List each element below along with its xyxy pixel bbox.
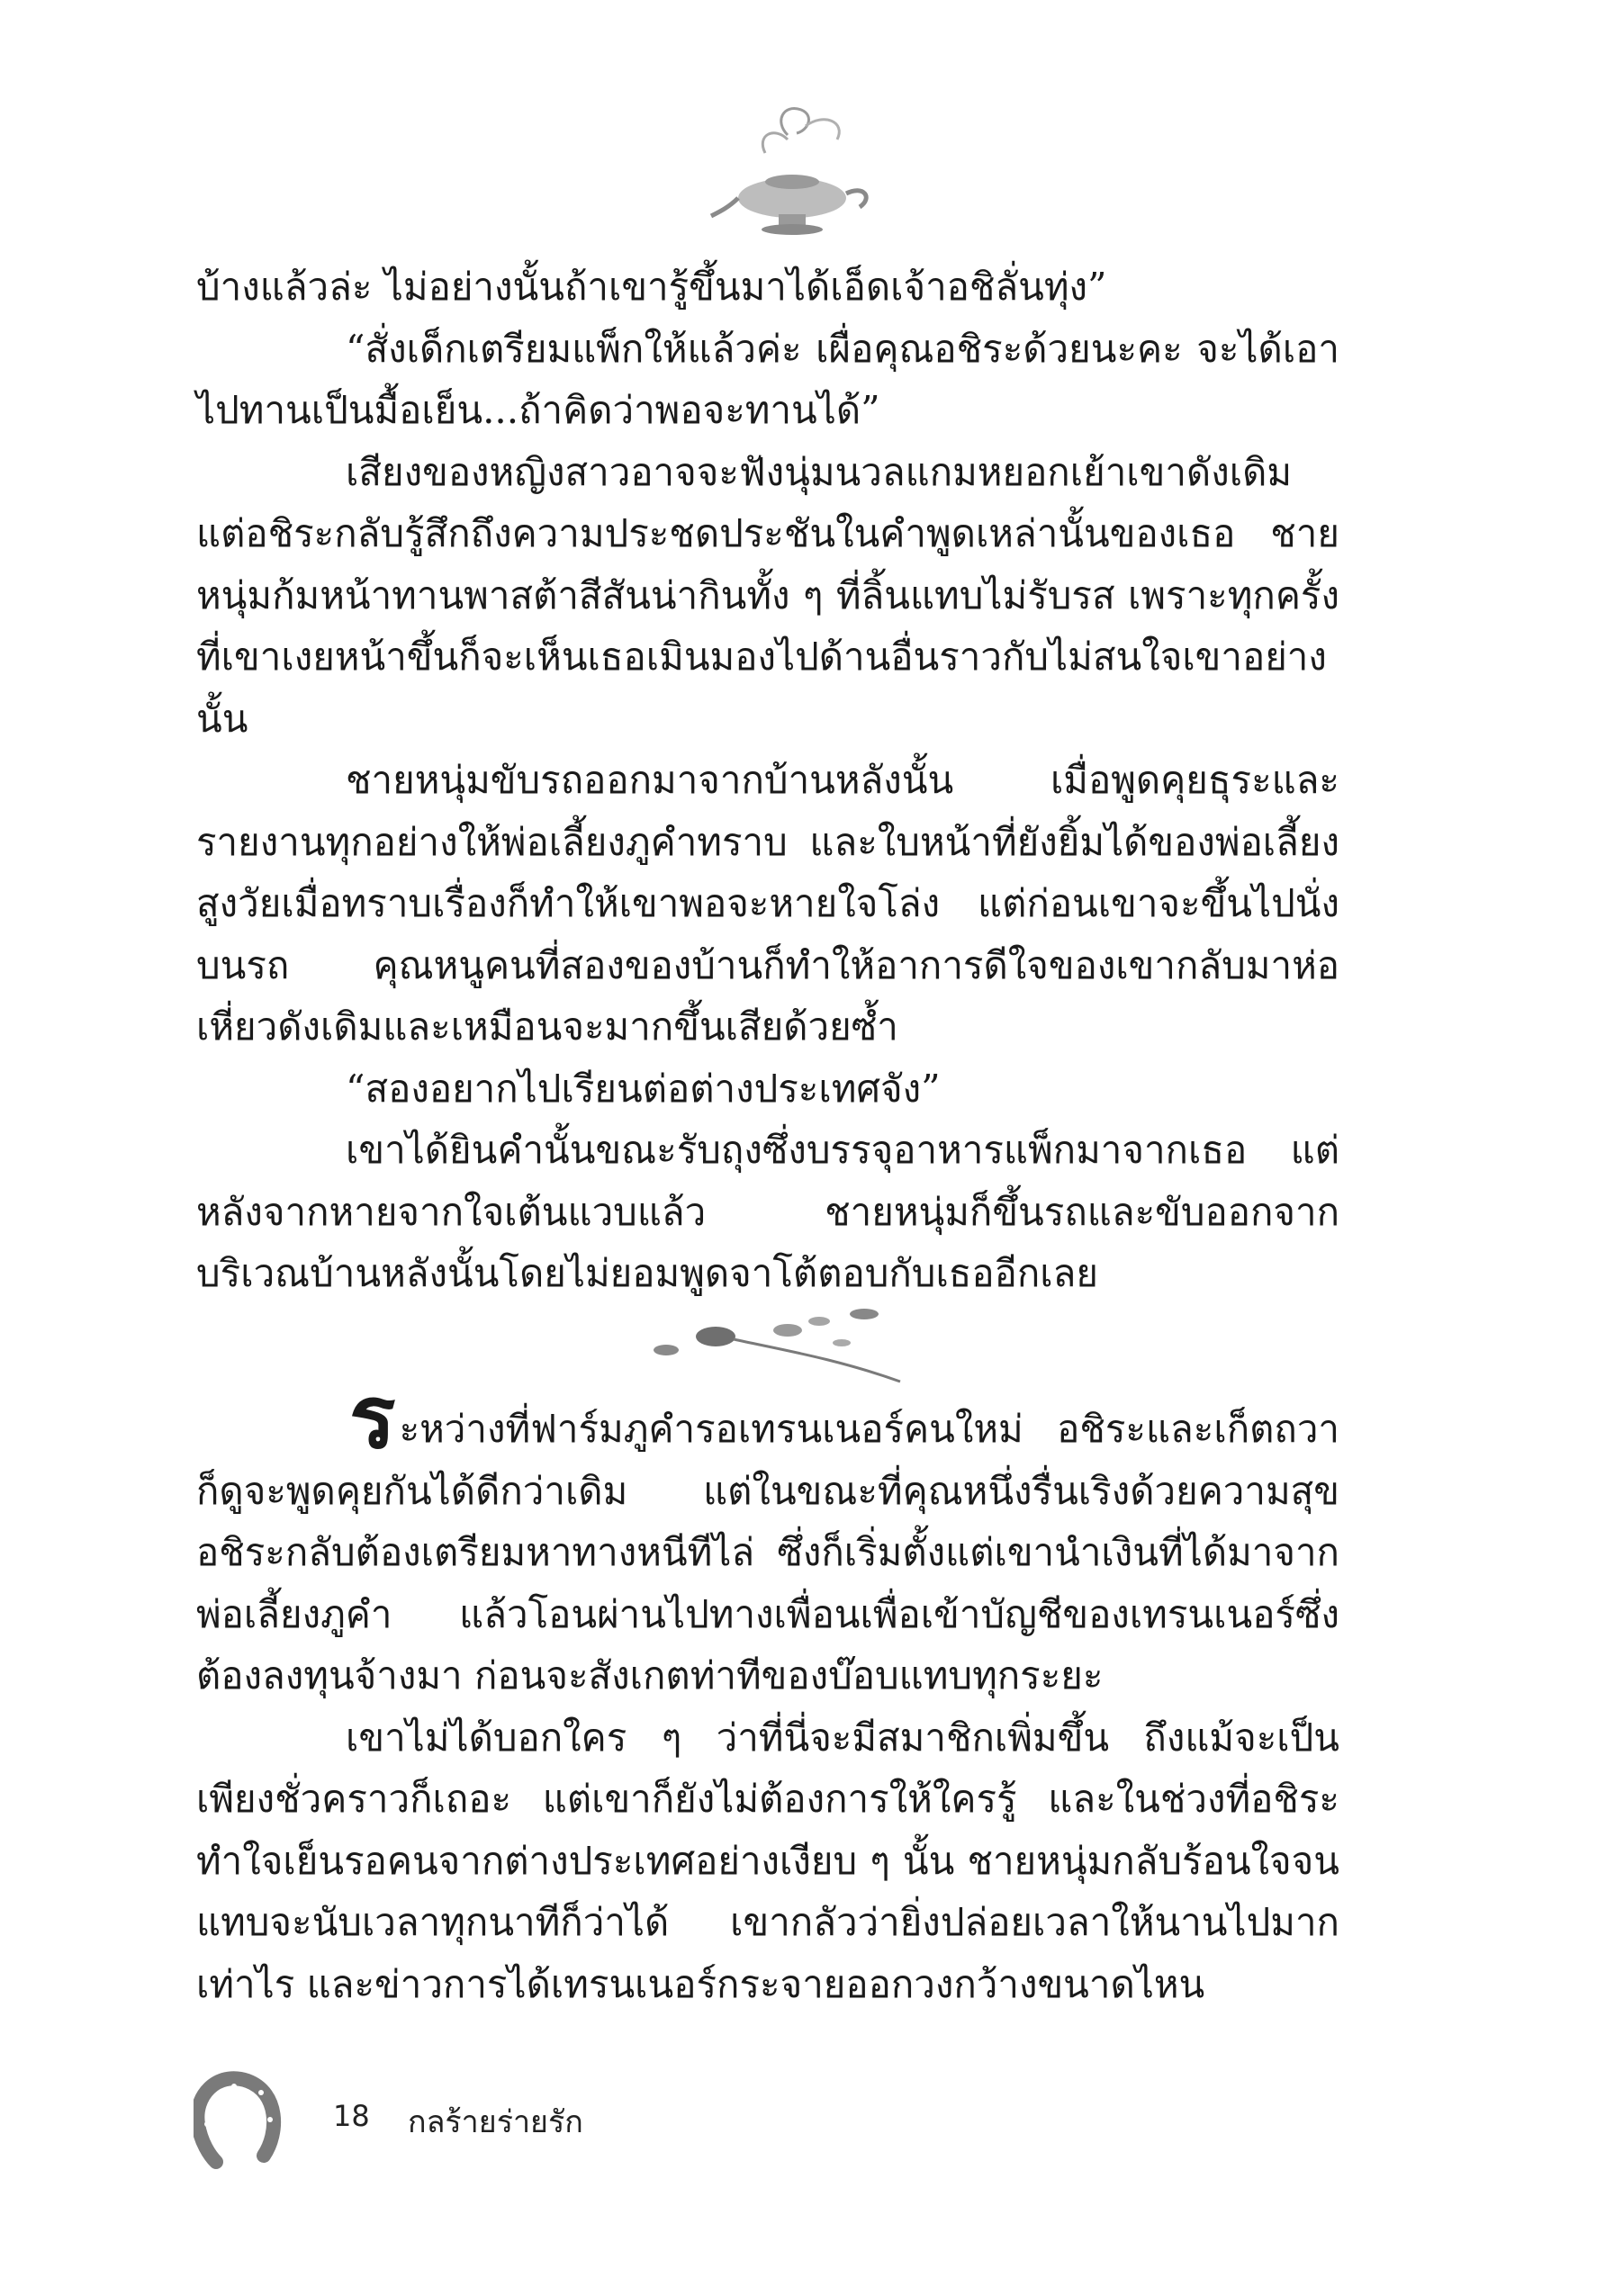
paragraph-6: เขาได้ยินคำนั้นขณะรับถุงซึ่งบรรจุอาหารแพ็กมาจากเธอ แต่หลังจากหายจากใจเต้นแวบแล้ว ชายหนุ่มก็ขึ้นรถและขับออกจากบริเวณบ้านหลังนั้นโดยไม่ยอมพูดจาโต้ตอบกับเธออีกเลย bbox=[196, 1128, 1339, 1295]
page-footer bbox=[194, 2070, 824, 2169]
paragraph-1: บ้างแล้วล่ะ ไม่อย่างนั้นถ้าเขารู้ขึ้นมาได้เอ็ดเจ้าอชิลั่นทุ่ง” bbox=[196, 265, 1107, 309]
paragraph-3: เสียงของหญิงสาวอาจจะฟังนุ่มนวลแกมหยอกเย้าเขาดังเดิม แต่อชิระกลับรู้สึกถึงความประชดประชันในคำพูดเหล่านั้นของเธอ ชายหนุ่มก้มหน้าทานพาสต้าสีสันน่ากินทั้ง ๆ ที่ลิ้นแทบไม่รับรส เพราะทุกครั้งที่เขาเงยหน้าขึ้นก็จะเห็นเธอเมินมองไปด้านอื่นราวกับไม่สนใจเขาอย่างนั้น bbox=[196, 449, 1339, 741]
paragraph-8: เขาไม่ได้บอกใคร ๆ ว่าที่นี่จะมีสมาชิกเพิ่มขึ้น ถึงแม้จะเป็นเพียงชั่วคราวก็เถอะ แต่เขาก็ยังไม่ต้องการให้ใครรู้ และในช่วงที่อชิระทำใจเย็นรอคนจากต่างประเทศอย่างเงียบ ๆ นั้น ชายหนุ่มกลับร้อนใจจนแทบจะนับเวลาทุกนาทีก็ว่าได้ เขากลัวว่ายิ่งปล่อยเวลาให้นานไปมากเท่าไร และข่าวการได้เทรนเนอร์กระจายออกวงกว้างขนาดไหน bbox=[196, 1715, 1339, 2006]
section-1 bbox=[196, 257, 1339, 1305]
book-title: กลร้ายร่ายรัก bbox=[408, 2104, 583, 2140]
paragraph-7-text: ะหว่างที่ฟาร์มภูคำรอเทรนเนอร์คนใหม่ อชิระและเก็ตถวาก็ดูจะพูดคุยกันได้ดีกว่าเดิม แต่ในขณะที่คุณหนึ่งรื่นเริงด้วยความสุข อชิระกลับต้องเตรียมหาทางหนีทีไล่ ซึ่งก็เริ่มตั้งแต่เขานำเงินที่ได้มาจากพ่อเลี้ยงภูคำ แล้วโอนผ่านไปทางเพื่อนเพื่อเข้าบัญชีของเทรนเนอร์ซึ่งต้องลงทุนจ้างมา ก่อนจะสังเกตท่าทีของบ๊อบแทบทุกระยะ bbox=[196, 1407, 1339, 1697]
paragraph-4: ชายหนุ่มขับรถออกมาจากบ้านหลังนั้น เมื่อพูดคุยธุระและรายงานทุกอย่างให้พ่อเลี้ยงภูคำทราบ และใบหน้าที่ยังยิ้มได้ของพ่อเลี้ยงสูงวัยเมื่อทราบเรื่องก็ทำให้เขาพอจะหายใจโล่ง แต่ก่อนเขาจะขึ้นไปนั่งบนรถ คุณหนูคนที่สองของบ้านก็ทำให้อาการดีใจของเขากลับมาห่อเหี่ยวดังเดิมและเหมือนจะมากขึ้นเสียด้วยซ้ำ bbox=[196, 758, 1339, 1049]
section-2 bbox=[196, 1366, 1339, 2015]
drop-cap: ร bbox=[349, 1366, 396, 1468]
genie-lamp-icon bbox=[702, 99, 882, 243]
paragraph-5: “สองอยากไปเรียนต่อต่างประเทศจัง” bbox=[346, 1066, 941, 1111]
paragraph-7 bbox=[196, 1366, 1339, 1707]
page-number: 18 bbox=[333, 2099, 370, 2133]
paragraph-2: “สั่งเด็กเตรียมแพ็กให้แล้วค่ะ เผื่อคุณอชิระด้วยนะคะ จะได้เอาไปทานเป็นมื้อเย็น...ถ้าคิดว่าพอจะทานได้” bbox=[196, 326, 1339, 432]
rose-petals-icon bbox=[630, 1287, 954, 1386]
horseshoe-icon bbox=[194, 2070, 284, 2169]
